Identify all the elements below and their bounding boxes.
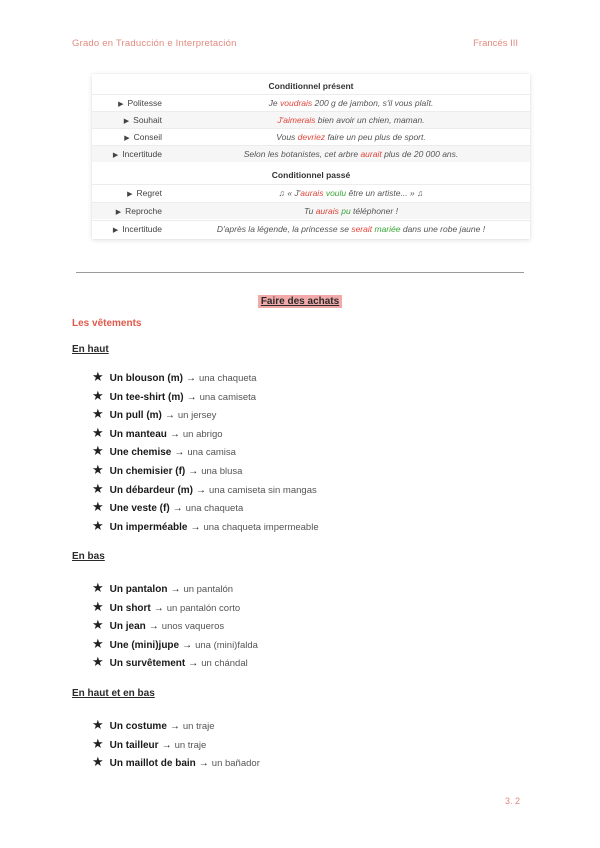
spanish-translation: un bañador [211,758,260,770]
list-item [92,636,258,652]
example-text: plus de 20 000 ans. [381,149,459,159]
row-label-text: Conseil [133,132,162,142]
list-item [92,499,243,515]
arrow-icon: → [169,721,180,732]
star-icon: ★ [92,443,104,459]
arrow-icon: → [161,739,172,751]
triangle-right-icon: ▶ [118,101,124,108]
table-row [92,220,530,237]
french-term: Un débardeur (m) [109,484,193,496]
triangle-right-icon: ▶ [112,152,119,159]
row-label [92,221,162,239]
row-label [92,203,162,221]
row-label-text: Politesse [127,98,162,108]
example-text: téléphoner ! [350,206,398,216]
arrow-icon: → [188,658,199,670]
star-icon: ★ [92,580,104,595]
example-verb: J'aimerais [277,115,316,125]
section-title: Faire des achats [0,291,600,309]
row-example [172,203,530,219]
list-item [92,425,223,441]
table-row [92,145,530,162]
example-verb: voudrais [280,98,313,108]
spanish-translation: un traje [182,721,215,732]
triangle-right-icon: ▶ [123,118,130,125]
spanish-translation: un pantalón [183,584,234,595]
star-icon: ★ [92,735,104,751]
star-icon: ★ [92,654,104,670]
french-term: Un chemisier (f) [109,466,186,477]
example-text: Selon les botanistes, cet arbre [243,149,361,159]
table-row [92,202,530,219]
table-section-past: Conditionnel passé [271,170,351,180]
french-term: Un tailleur [109,739,159,751]
example-participle: mariée [374,224,401,234]
example-participle: voulu [325,188,347,198]
table-row [92,111,530,128]
spanish-translation: una chaqueta [185,503,244,515]
conditional-table [92,74,530,239]
list-item [92,654,248,670]
triangle-right-icon: ▶ [124,135,130,142]
row-label-text: Souhait [133,115,162,125]
triangle-right-icon: ▶ [115,209,122,216]
example-text: dans une robe jaune ! [400,224,486,234]
example-text: Je [268,98,281,108]
star-icon: ★ [92,462,104,477]
star-icon: ★ [92,406,104,422]
french-term: Un imperméable [109,521,188,533]
list-item [92,406,216,422]
arrow-icon: → [182,639,193,651]
example-text: Tu [304,206,316,216]
star-icon: ★ [92,480,104,496]
spanish-translation: una camiseta [199,391,257,403]
example-auxiliary: aurais [315,206,339,216]
french-term: Une (mini)jupe [109,639,180,651]
french-term: Un jean [109,621,146,633]
row-example [172,146,530,162]
triangle-right-icon: ▶ [127,191,133,198]
spanish-translation: una blusa [201,466,243,477]
row-label-text: Regret [136,188,162,198]
french-term: Un short [109,602,151,614]
category-title: Les vêtements [72,318,142,329]
row-label-text: Incertitude [122,224,162,234]
subsection-title: En haut et en bas [72,688,155,699]
example-text: bien avoir un chien, maman. [315,115,425,125]
example-participle: pu [341,206,351,216]
subsection-title: En bas [72,551,105,562]
french-term: Un costume [109,721,167,732]
header-subject: Francés III [473,38,518,49]
star-icon: ★ [92,598,104,614]
arrow-icon: → [153,602,164,614]
arrow-icon: → [196,484,206,496]
french-term: Un tee-shirt (m) [109,391,184,403]
star-icon: ★ [92,499,104,515]
french-term: Un survêtement [109,658,186,670]
table-row [92,128,530,145]
table-section-present: Conditionnel présent [268,81,354,91]
arrow-icon: → [185,373,196,384]
row-label [92,185,162,203]
french-term: Un manteau [109,428,167,440]
star-icon: ★ [92,635,104,651]
list-item [92,599,240,615]
example-text: faire un peu plus de sport. [325,132,426,142]
table-row [92,94,530,111]
arrow-icon: → [164,410,175,422]
example-verb: aurait [360,149,382,159]
example-text: 200 g de jambon, s'il vous plaît. [312,98,434,108]
list-item [92,580,233,596]
spanish-translation: una (mini)falda [195,639,258,651]
arrow-icon: → [148,621,159,633]
star-icon: ★ [92,517,104,533]
spanish-translation: un pantalón corto [166,602,241,614]
list-item [92,443,236,459]
list-item [92,754,260,770]
row-example [172,129,530,145]
star-icon: ★ [92,754,104,770]
example-text: D'après la légende, la princesse se [216,224,352,234]
arrow-icon: → [188,466,199,477]
spanish-translation: un chándal [201,658,248,670]
list-item [92,462,242,478]
spanish-translation: un jersey [177,410,217,422]
star-icon: ★ [92,424,104,440]
list-item [92,481,317,497]
arrow-icon: → [172,503,183,515]
french-term: Une veste (f) [109,503,170,515]
page-number: 3. 2 [504,796,520,806]
list-item [92,717,215,733]
spanish-translation: un abrigo [182,428,223,440]
french-term: Un blouson (m) [109,373,183,384]
example-text: être un artiste... » ♫ [346,188,424,198]
list-item [92,388,256,404]
french-term: Une chemise [109,447,172,459]
list-item [92,518,319,534]
arrow-icon: → [190,521,201,533]
subsection-title: En haut [72,344,109,355]
spanish-translation: unos vaqueros [161,621,225,633]
arrow-icon: → [174,447,185,459]
row-label-text: Reproche [125,206,162,216]
header-course: Grado en Traducción e Interpretación [72,38,237,49]
list-item [92,617,224,633]
star-icon: ★ [92,369,104,384]
example-text: Vous [276,132,298,142]
french-term: Un pantalon [109,584,168,595]
row-label-text: Incertitude [122,149,162,159]
example-auxiliary: aurais [300,188,324,198]
star-icon: ★ [92,617,104,633]
arrow-icon: → [186,391,197,403]
arrow-icon: → [170,584,181,595]
arrow-icon: → [169,428,180,440]
row-example [172,95,530,111]
spanish-translation: un traje [174,739,207,751]
arrow-icon: → [198,758,209,770]
spanish-translation: una camiseta sin mangas [209,484,317,496]
divider [76,272,524,273]
list-item [92,736,206,752]
triangle-right-icon: ▶ [112,227,119,234]
row-example [172,221,530,237]
star-icon: ★ [92,387,104,403]
french-term: Un pull (m) [109,410,162,422]
example-verb: devriez [297,132,326,142]
example-text: ♫ « J' [278,188,301,198]
list-item [92,369,257,385]
spanish-translation: una chaqueta [198,373,257,384]
french-term: Un maillot de bain [109,758,196,770]
star-icon: ★ [92,717,104,732]
table-row [92,184,530,201]
row-example [172,185,530,201]
example-auxiliary: serait [351,224,373,234]
spanish-translation: una camisa [187,447,236,459]
row-label [92,146,162,164]
spanish-translation: una chaqueta impermeable [203,521,319,533]
row-example [172,112,530,128]
